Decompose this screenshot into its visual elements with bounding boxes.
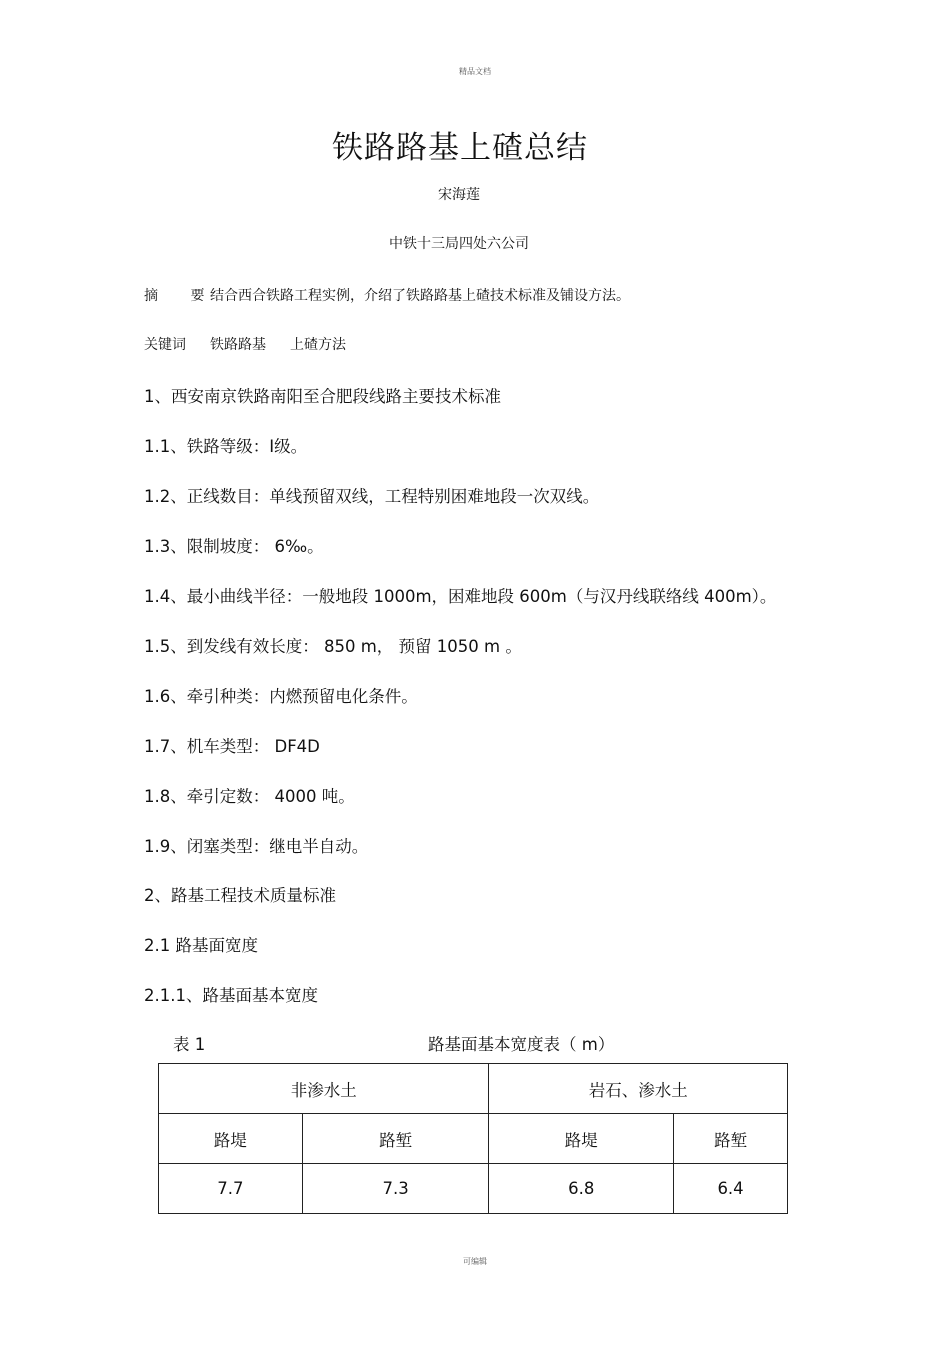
section-heading: 1、西安南京铁路南阳至合肥段线路主要技术标准 xyxy=(144,387,501,406)
table-subheader: 路堤 xyxy=(489,1114,674,1164)
body-line: 1.6、牵引种类：内燃预留电化条件。 xyxy=(144,687,418,706)
table-cell: 7.3 xyxy=(302,1164,489,1214)
table-row xyxy=(159,1064,788,1114)
keywords-label: 关键词 xyxy=(144,337,186,353)
abstract-text: 结合西合铁路工程实例，介绍了铁路路基上碴技术标准及铺设方法。 xyxy=(210,288,630,304)
keyword: 铁路路基 xyxy=(210,337,266,353)
abstract-label: 摘 要 xyxy=(144,288,219,304)
keyword: 上碴方法 xyxy=(290,337,346,353)
body-line: 1.4、最小曲线半径：一般地段 1000m，困难地段 600m（与汉丹线联络线 400m）。 xyxy=(144,587,777,606)
author: 宋海莲 xyxy=(438,187,480,203)
table-subheader: 路堑 xyxy=(674,1114,788,1164)
table-row xyxy=(159,1114,788,1164)
abstract xyxy=(144,285,630,305)
table-number: 表 1 xyxy=(173,1035,206,1054)
table-group-header: 非渗水土 xyxy=(159,1064,489,1114)
table-row xyxy=(159,1164,788,1214)
table-cell: 7.7 xyxy=(159,1164,303,1214)
table-subheader: 路堑 xyxy=(302,1114,489,1164)
footer-note: 可编辑 xyxy=(463,1257,487,1266)
header-note: 精品文档 xyxy=(459,67,491,76)
table-title: 路基面基本宽度表（ m） xyxy=(428,1035,615,1054)
body-line: 1.5、到发线有效长度： 850 m， 预留 1050 m 。 xyxy=(144,637,522,656)
subsection-heading: 2.1 路基面宽度 xyxy=(144,936,258,955)
body-line: 1.3、限制坡度： 6‰。 xyxy=(144,537,324,556)
body-line: 1.7、机车类型： DF4D xyxy=(144,737,320,756)
table-cell: 6.8 xyxy=(489,1164,674,1214)
section-heading: 2、路基工程技术质量标准 xyxy=(144,886,336,905)
road-width-table xyxy=(158,1063,788,1214)
body-line: 1.1、铁路等级：Ⅰ级。 xyxy=(144,437,308,456)
table-cell: 6.4 xyxy=(674,1164,788,1214)
body-line: 1.9、闭塞类型：继电半自动。 xyxy=(144,837,369,856)
table-subheader: 路堤 xyxy=(159,1114,303,1164)
document-title: 铁路路基上碴总结 xyxy=(332,130,588,166)
affiliation: 中铁十三局四处六公司 xyxy=(389,236,529,252)
table-group-header: 岩石、渗水土 xyxy=(489,1064,788,1114)
subsection-heading: 2.1.1、路基面基本宽度 xyxy=(144,986,318,1005)
keywords xyxy=(144,334,370,354)
body-line: 1.2、正线数目：单线预留双线，工程特别困难地段一次双线。 xyxy=(144,487,600,506)
body-line: 1.8、牵引定数： 4000 吨。 xyxy=(144,787,355,806)
